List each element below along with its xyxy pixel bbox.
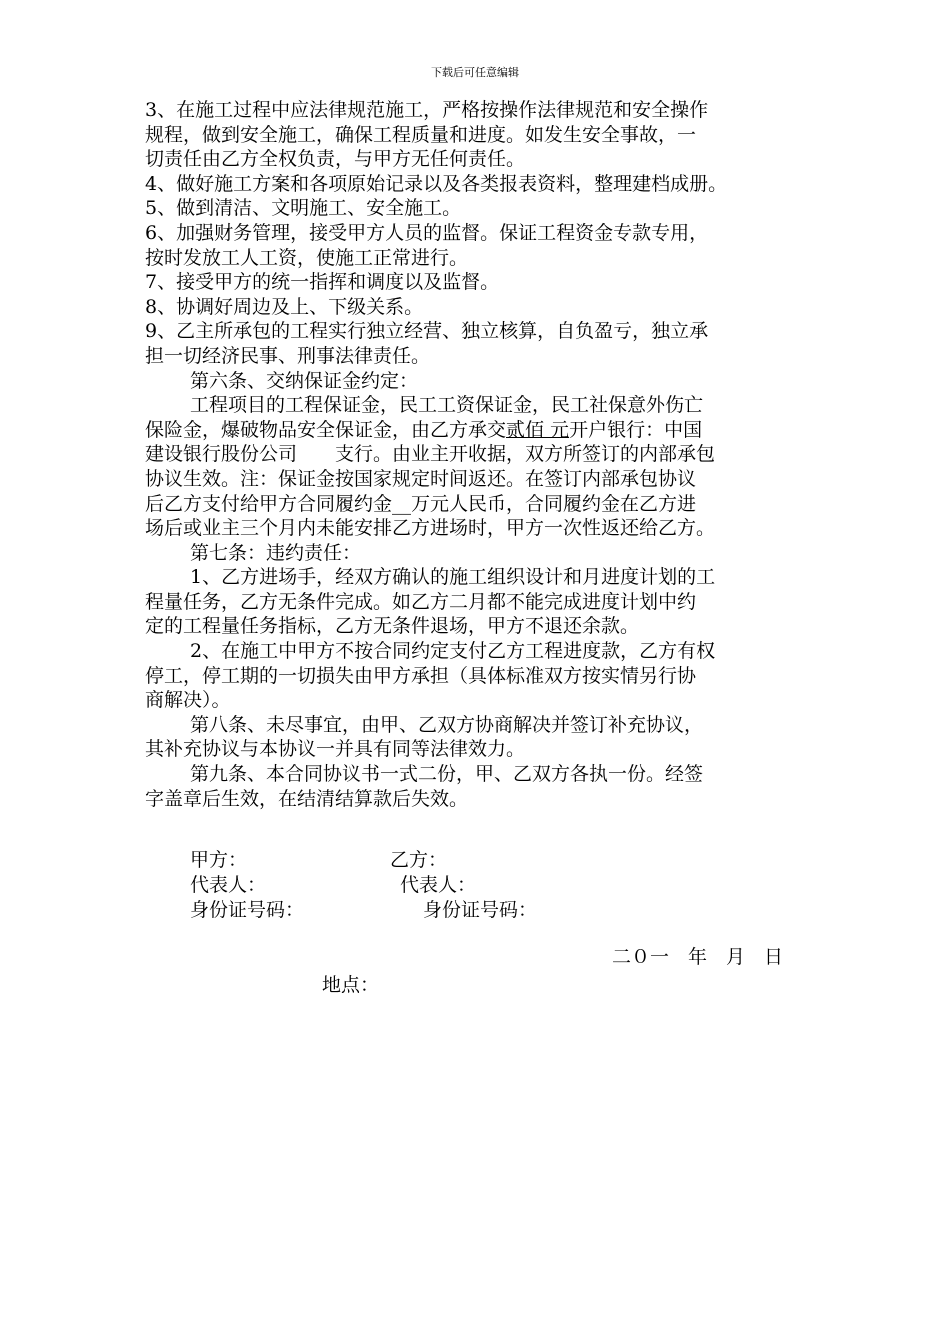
text-line: 4、做好施工方案和各项原始记录以及各类报表资料，整理建档成册。 xyxy=(145,172,728,195)
text-line: 2、在施工中甲方不按合同约定支付乙方工程进度款，乙方有权 xyxy=(190,640,716,663)
text-line: 规程，做到安全施工，确保工程质量和进度。如发生安全事故，一 xyxy=(145,123,697,146)
article-7-heading: 第七条：违约责任： xyxy=(190,541,362,564)
text-line: 5、做到清洁、文明施工、安全施工。 xyxy=(145,197,462,220)
text-line: 7、接受甲方的统一指挥和调度以及监督。 xyxy=(145,271,500,294)
signing-date: 二０一 年 月 日 xyxy=(612,946,784,968)
rep-b-label: 代表人： xyxy=(400,874,477,896)
text-line: 6、加强财务管理，接受甲方人员的监督。保证工程资金专款专用， xyxy=(145,221,709,244)
article-6-heading: 第六条、交纳保证金约定： xyxy=(190,369,419,392)
text-line: 协议生效。注：保证金按国家规定时间返还。在签订内部承包协议 xyxy=(145,467,697,490)
text-segment: 保险金，爆破物品安全保证金，由乙方承交 xyxy=(145,418,507,441)
text-line: 3、在施工过程中应法律规范施工，严格按操作法律规范和安全操作 xyxy=(145,99,709,121)
text-line: 切责任由乙方全权负责，与甲方无任何责任。 xyxy=(145,148,526,171)
text-segment: 开户银行：中国 xyxy=(569,418,703,441)
id-a-label: 身份证号码： xyxy=(190,899,305,921)
party-b-label: 乙方： xyxy=(390,849,448,871)
text-line: 定的工程量任务指标，乙方无条件退场，甲方不退还余款。 xyxy=(145,615,640,638)
text-line: 程量任务，乙方无条件完成。如乙方二月都不能完成进度计划中约 xyxy=(145,590,697,613)
text-line xyxy=(145,418,820,443)
text-line: 担一切经济民事、刑事法律责任。 xyxy=(145,344,431,367)
text-line: 建设银行股份公司 支行。由业主开收据，双方所签订的内部承包 xyxy=(145,443,716,466)
text-line: 其补充协议与本协议一并具有同等法律效力。 xyxy=(145,738,526,761)
contract-body xyxy=(145,98,820,811)
id-b-label: 身份证号码： xyxy=(423,899,538,921)
text-line xyxy=(145,492,820,517)
text-line: 停工，停工期的一切损失由甲方承担（具体标准双方按实情另行协 xyxy=(145,664,697,687)
blank-amount: __ xyxy=(392,492,412,515)
text-line: 字盖章后生效，在结清结算款后失效。 xyxy=(145,787,469,810)
text-line: 商解决）。 xyxy=(145,689,231,712)
article-8: 第八条、未尽事宜，由甲、乙双方协商解决并签订补充协议， xyxy=(190,713,704,736)
deposit-amount: 贰佰 元 xyxy=(506,418,570,441)
text-line: 工程项目的工程保证金，民工工资保证金，民工社保意外伤亡 xyxy=(190,394,704,417)
text-segment: 万元人民币，合同履约金在乙方进 xyxy=(411,492,697,515)
text-segment: 后乙方支付给甲方合同履约金 xyxy=(145,492,393,515)
place-label: 地点： xyxy=(322,974,380,996)
rep-a-label: 代表人： xyxy=(190,874,267,896)
party-a-label: 甲方： xyxy=(190,849,248,871)
text-line: 8、协调好周边及上、下级关系。 xyxy=(145,295,424,318)
article-9: 第九条、本合同协议书一式二份，甲、乙双方各执一份。经签 xyxy=(190,763,704,786)
text-line: 9、乙主所承包的工程实行独立经营、独立核算，自负盈亏，独立承 xyxy=(145,320,709,343)
page-header: 下载后可任意编辑 xyxy=(431,66,519,79)
text-line: 按时发放工人工资，使施工正常进行。 xyxy=(145,246,469,269)
text-line: 1、乙方进场手，经双方确认的施工组织设计和月进度计划的工 xyxy=(190,566,716,589)
text-line: 场后或业主三个月内未能安排乙方进场时，甲方一次性返还给乙方。 xyxy=(145,517,716,540)
